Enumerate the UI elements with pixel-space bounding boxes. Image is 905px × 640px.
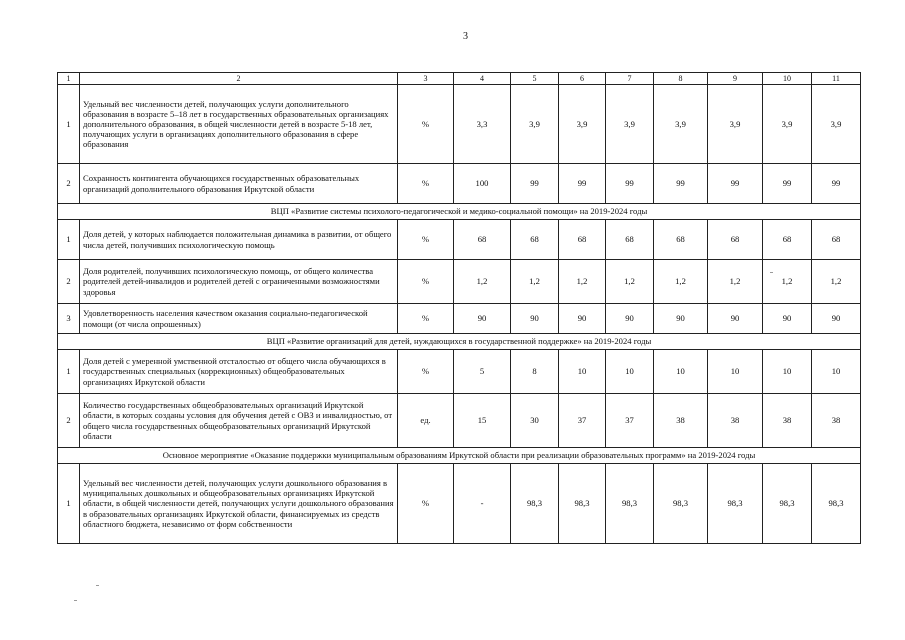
page-number: 3 <box>463 31 468 42</box>
section-title: Основное мероприятие «Оказание поддержки муниципальным образованиям Иркутской области при реализации образовательных программ» на 2019-2024 годы <box>58 448 861 464</box>
value-cell: 90 <box>654 304 708 334</box>
value-cell: 3,9 <box>606 85 654 164</box>
value-cell: 37 <box>606 394 654 448</box>
value-cell: 100 <box>454 164 511 204</box>
header-cell: 7 <box>606 73 654 85</box>
value-cell: 15 <box>454 394 511 448</box>
value-cell: 10 <box>654 350 708 394</box>
row-number: 3 <box>58 304 80 334</box>
value-cell: 99 <box>812 164 861 204</box>
header-cell: 4 <box>454 73 511 85</box>
table-row <box>58 464 861 544</box>
value-cell: 3,9 <box>812 85 861 164</box>
value-cell: 1,2 <box>812 260 861 304</box>
value-cell: 68 <box>511 220 559 260</box>
value-cell: 90 <box>606 304 654 334</box>
unit-cell: % <box>398 350 454 394</box>
table-row <box>58 164 861 204</box>
value-cell: 8 <box>511 350 559 394</box>
value-cell: 10 <box>606 350 654 394</box>
table-row <box>58 304 861 334</box>
value-cell: 1,2 <box>763 260 812 304</box>
header-cell: 3 <box>398 73 454 85</box>
row-number: 1 <box>58 464 80 544</box>
value-cell: 10 <box>708 350 763 394</box>
value-cell: 98,3 <box>559 464 606 544</box>
value-cell: 68 <box>559 220 606 260</box>
value-cell: 10 <box>763 350 812 394</box>
value-cell: 99 <box>511 164 559 204</box>
header-cell: 10 <box>763 73 812 85</box>
value-cell: 90 <box>559 304 606 334</box>
value-cell: 3,9 <box>559 85 606 164</box>
value-cell: 90 <box>708 304 763 334</box>
section-row <box>58 204 861 220</box>
row-number: 1 <box>58 350 80 394</box>
value-cell: 90 <box>454 304 511 334</box>
unit-cell: % <box>398 260 454 304</box>
indicator-description: Доля родителей, получивших психологическую помощь, от общего количества родителей детей-инвалидов и родителей детей с ограниченными возможностями здоровья <box>80 260 398 304</box>
scan-mark <box>770 272 773 273</box>
unit-cell: ед. <box>398 394 454 448</box>
table-row <box>58 85 861 164</box>
table-row <box>58 260 861 304</box>
value-cell: 98,3 <box>654 464 708 544</box>
header-cell: 11 <box>812 73 861 85</box>
value-cell: 1,2 <box>654 260 708 304</box>
table-row <box>58 394 861 448</box>
value-cell: 5 <box>454 350 511 394</box>
value-cell: 68 <box>812 220 861 260</box>
header-cell: 1 <box>58 73 80 85</box>
indicator-description: Сохранность контингента обучающихся государственных образовательных организаций дополнительного образования Иркутской области <box>80 164 398 204</box>
value-cell: - <box>454 464 511 544</box>
unit-cell: % <box>398 304 454 334</box>
indicator-description: Удовлетворенность населения качеством оказания социально-педагогической помощи (от числа опрошенных) <box>80 304 398 334</box>
value-cell: 99 <box>763 164 812 204</box>
unit-cell: % <box>398 464 454 544</box>
row-number: 1 <box>58 220 80 260</box>
value-cell: 3,9 <box>654 85 708 164</box>
value-cell: 99 <box>708 164 763 204</box>
row-number: 2 <box>58 394 80 448</box>
row-number: 2 <box>58 164 80 204</box>
value-cell: 1,2 <box>511 260 559 304</box>
header-cell: 5 <box>511 73 559 85</box>
unit-cell: % <box>398 220 454 260</box>
header-cell: 9 <box>708 73 763 85</box>
scan-mark <box>74 600 77 601</box>
value-cell: 3,3 <box>454 85 511 164</box>
value-cell: 99 <box>654 164 708 204</box>
value-cell: 1,2 <box>606 260 654 304</box>
value-cell: 38 <box>654 394 708 448</box>
indicators-table <box>57 72 861 544</box>
table-row <box>58 350 861 394</box>
header-cell: 8 <box>654 73 708 85</box>
value-cell: 68 <box>606 220 654 260</box>
indicator-description: Доля детей с умеренной умственной отсталостью от общего числа обучающихся в государственных специальных (коррекционных) общеобразовательных организациях Иркутской области <box>80 350 398 394</box>
value-cell: 38 <box>763 394 812 448</box>
indicator-description: Удельный вес численности детей, получающих услуги дошкольного образования в муниципальных дошкольных и общеобразовательных организациях Иркутской области, в общей численности детей, получающих услуги дошкольного образования в образовательных организациях Иркутской области, финансируемых из средств областного бюджета, независимо от форм собственности <box>80 464 398 544</box>
header-cell: 6 <box>559 73 606 85</box>
value-cell: 99 <box>606 164 654 204</box>
row-number: 1 <box>58 85 80 164</box>
value-cell: 1,2 <box>559 260 606 304</box>
section-row <box>58 448 861 464</box>
value-cell: 90 <box>812 304 861 334</box>
value-cell: 68 <box>454 220 511 260</box>
header-cell: 2 <box>80 73 398 85</box>
value-cell: 1,2 <box>454 260 511 304</box>
indicator-description: Удельный вес численности детей, получающих услуги дополнительного образования в возрасте 5–18 лет в государственных образовательных организациях дополнительного образования, в общей численности детей в возрасте 5-18 лет, получающих услуги в организациях дополнительного образования в сфере образования <box>80 85 398 164</box>
value-cell: 10 <box>812 350 861 394</box>
value-cell: 90 <box>763 304 812 334</box>
value-cell: 1,2 <box>708 260 763 304</box>
value-cell: 98,3 <box>812 464 861 544</box>
section-title: ВЦП «Развитие организаций для детей, нуждающихся в государственной поддержке» на 2019-2024 годы <box>58 334 861 350</box>
value-cell: 3,9 <box>708 85 763 164</box>
value-cell: 98,3 <box>511 464 559 544</box>
value-cell: 99 <box>559 164 606 204</box>
section-row <box>58 334 861 350</box>
value-cell: 98,3 <box>763 464 812 544</box>
value-cell: 68 <box>708 220 763 260</box>
scan-mark <box>96 585 99 586</box>
value-cell: 37 <box>559 394 606 448</box>
value-cell: 38 <box>708 394 763 448</box>
value-cell: 10 <box>559 350 606 394</box>
indicator-description: Доля детей, у которых наблюдается положительная динамика в развитии, от общего числа детей, получивших психологическую помощь <box>80 220 398 260</box>
indicator-description: Количество государственных общеобразовательных организаций Иркутской области, в которых созданы условия для обучения детей с ОВЗ и инвалидностью, от общего числа государственных общеобразовательных организаций Иркутской области <box>80 394 398 448</box>
table-row <box>58 220 861 260</box>
table-header-row <box>58 73 861 85</box>
section-title: ВЦП «Развитие системы психолого-педагогической и медико-социальной помощи» на 2019-2024 годы <box>58 204 861 220</box>
value-cell: 90 <box>511 304 559 334</box>
value-cell: 3,9 <box>763 85 812 164</box>
value-cell: 38 <box>812 394 861 448</box>
row-number: 2 <box>58 260 80 304</box>
value-cell: 98,3 <box>606 464 654 544</box>
unit-cell: % <box>398 164 454 204</box>
value-cell: 68 <box>654 220 708 260</box>
value-cell: 98,3 <box>708 464 763 544</box>
value-cell: 3,9 <box>511 85 559 164</box>
value-cell: 30 <box>511 394 559 448</box>
unit-cell: % <box>398 85 454 164</box>
value-cell: 68 <box>763 220 812 260</box>
